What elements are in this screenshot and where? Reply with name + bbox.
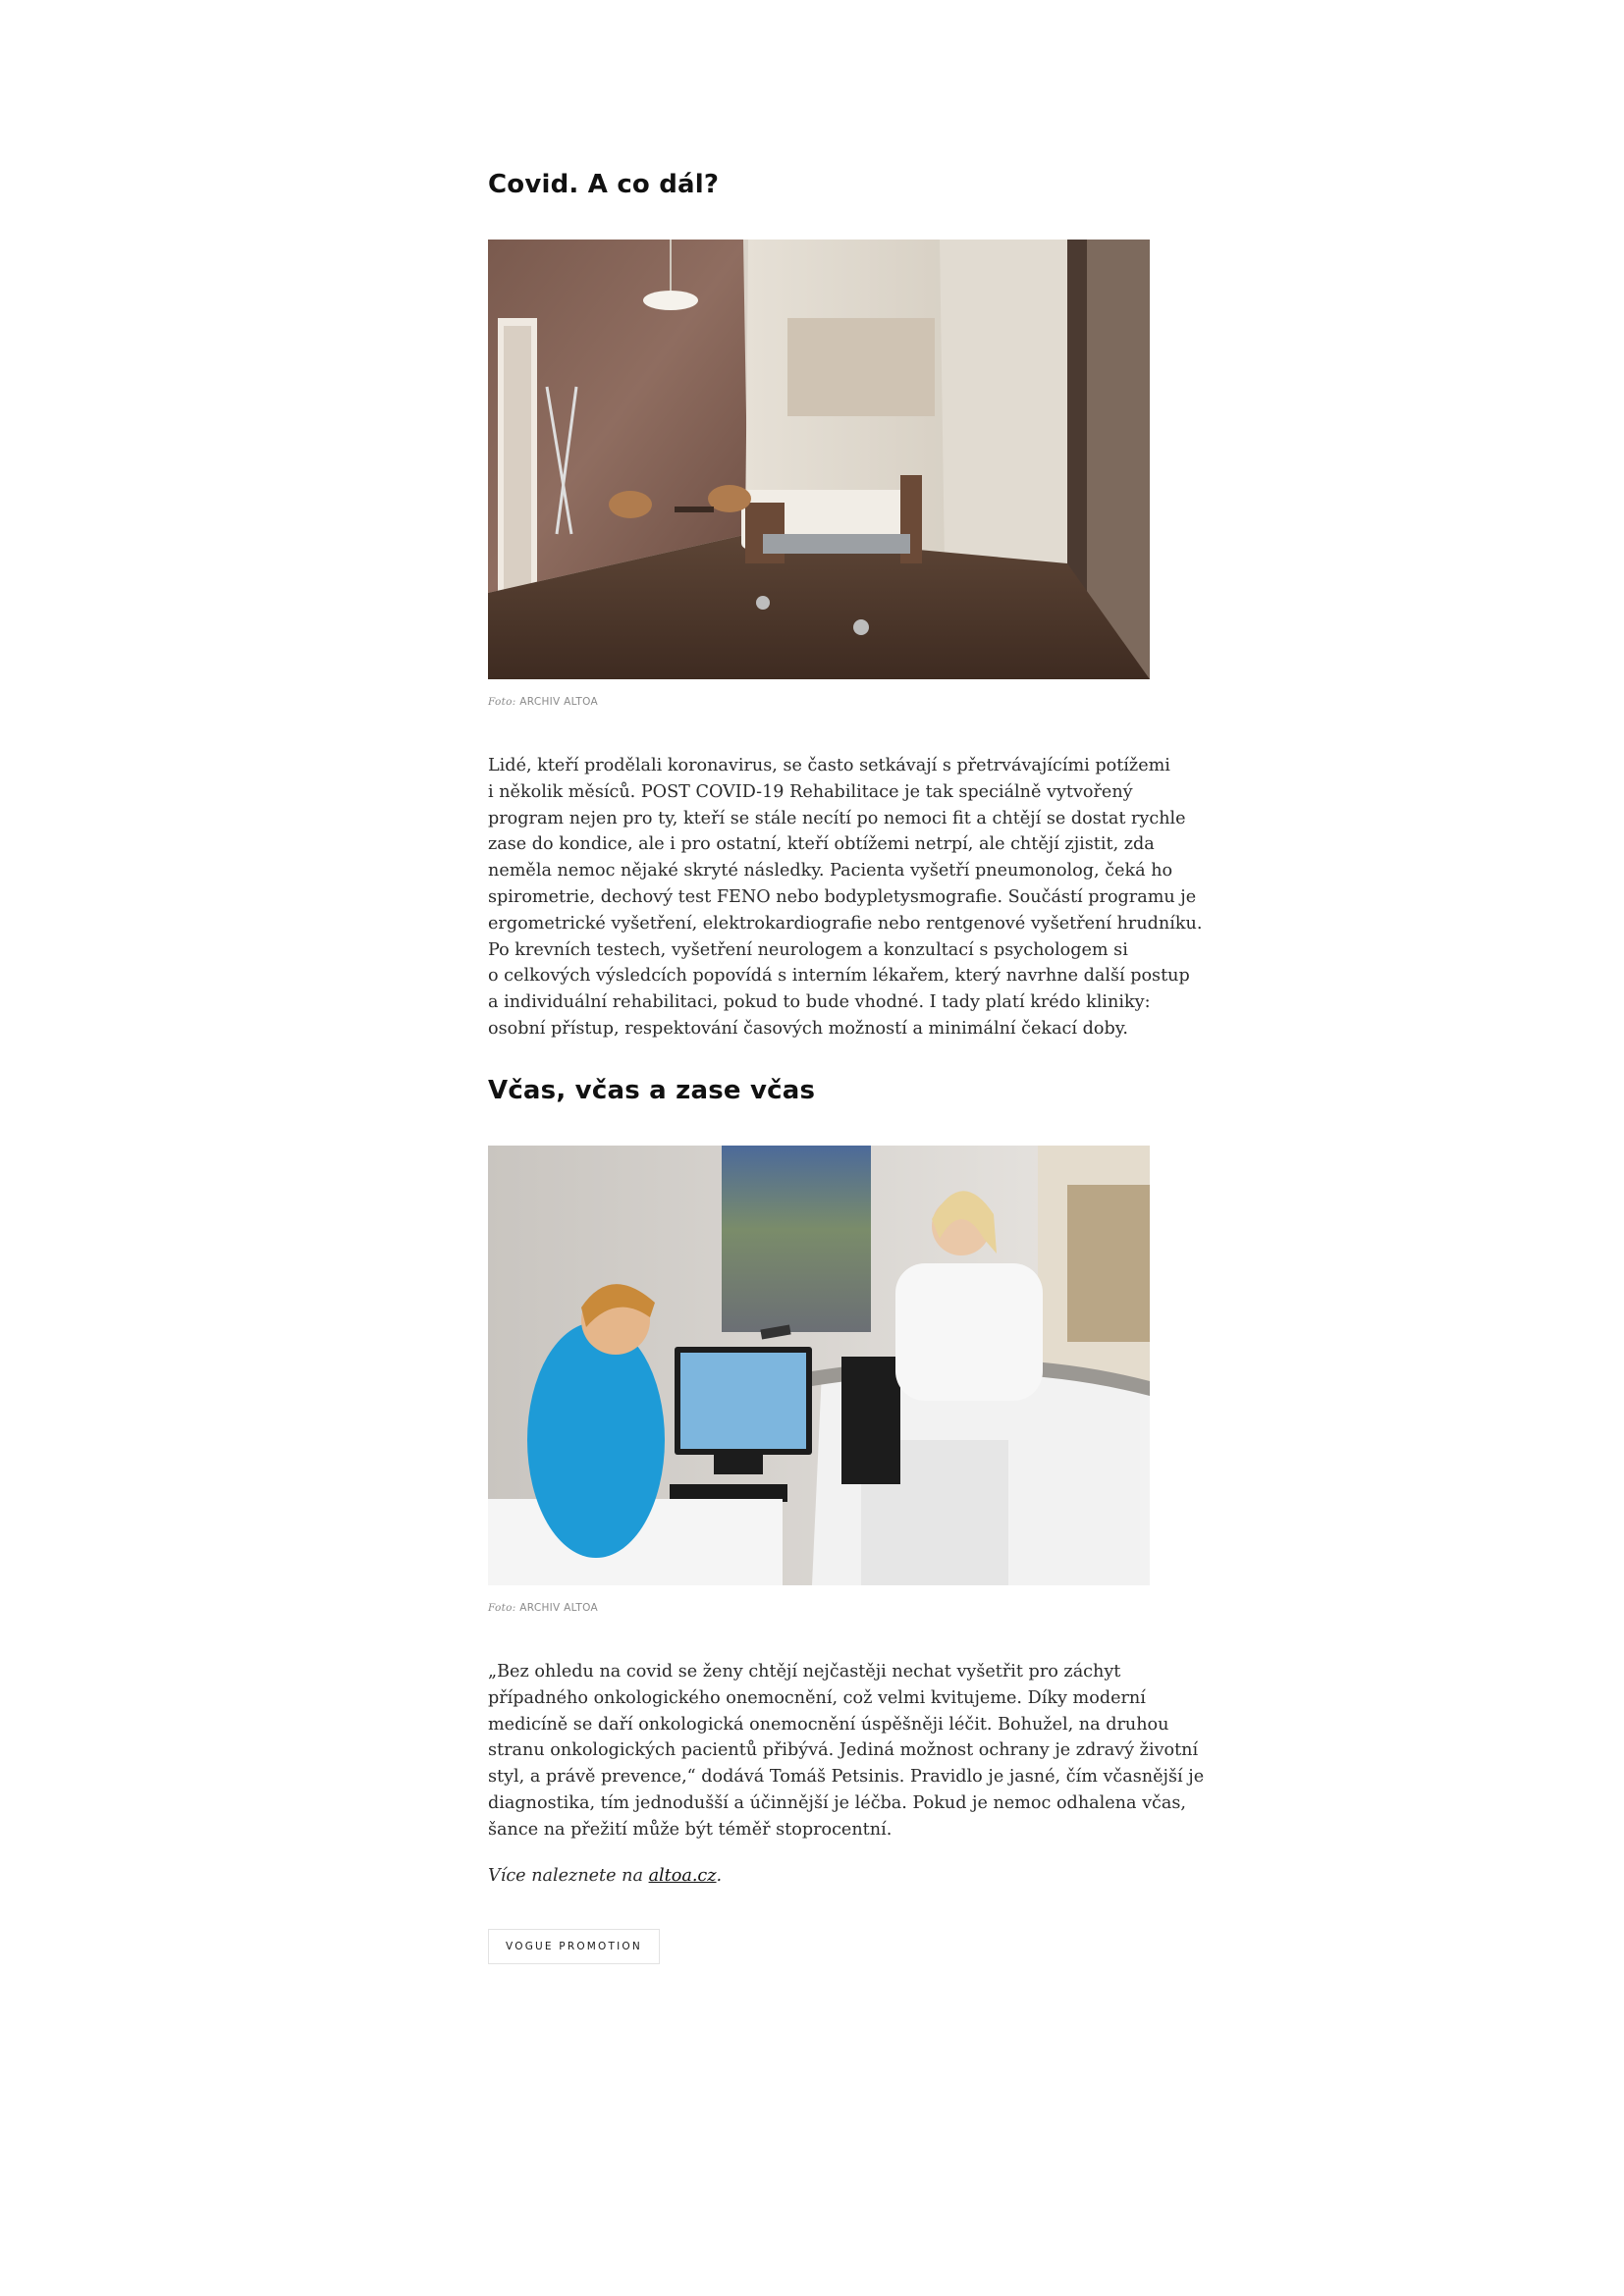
paragraph-line: Lidé, kteří prodělali koronavirus, se často setkávají s přetrvávajícími potížemi	[488, 756, 1170, 775]
credit-value: ARCHIV ALTOA	[519, 696, 598, 708]
more-info-line	[488, 1866, 722, 1886]
paragraph-line: „Bez ohledu na covid se ženy chtějí nejčastěji nechat vyšetřit pro záchyt	[488, 1662, 1121, 1682]
paragraph-line: šance na přežití může být téměř stoprocentní.	[488, 1819, 893, 1840]
article-paragraph	[488, 753, 1203, 1042]
paragraph-line: osobní přístup, respektování časových možností a minimální čekací doby.	[488, 1018, 1128, 1039]
paragraph-line: diagnostika, tím jednodušší a účinnější je léčba. Pokud je nemoc odhalena včas,	[488, 1792, 1187, 1813]
section-heading-vcas: Včas, včas a zase včas	[488, 1076, 816, 1105]
paragraph-line: neměla nemoc nějaké skryté následky. Pacienta vyšetří pneumonolog, čeká ho	[488, 861, 1173, 881]
vogue-promotion-tag[interactable]: VOGUE PROMOTION	[488, 1929, 660, 1964]
photo-credit	[488, 1602, 598, 1614]
paragraph-line: styl, a právě prevence,“ dodává Tomáš Petsinis. Pravidlo je jasné, čím včasnější je	[488, 1767, 1205, 1788]
altoa-link[interactable]: altoa.cz	[648, 1866, 717, 1886]
paragraph-line: Po krevních testech, vyšetření neurologem a konzultací s psychologem si	[488, 939, 1128, 960]
more-info-suffix: .	[716, 1866, 723, 1886]
paragraph-line: spirometrie, dechový test FENO nebo bodypletysmografie. Součástí programu je	[488, 886, 1197, 907]
paragraph-line: medicíně se daří onkologická onemocnění úspěšněji léčit. Bohužel, na druhou	[488, 1714, 1169, 1735]
credit-value: ARCHIV ALTOA	[519, 1602, 598, 1614]
paragraph-line: ergometrické vyšetření, elektrokardiografie nebo rentgenové vyšetření hrudníku.	[488, 913, 1203, 934]
paragraph-line: program nejen pro ty, kteří se stále necítí po nemoci fit a chtějí se dostat rychle	[488, 808, 1186, 828]
reception-desk-photo	[488, 1146, 1150, 1585]
credit-label: Foto:	[488, 1602, 516, 1614]
paragraph-line: případného onkologického onemocnění, což velmi kvitujeme. Díky moderní	[488, 1687, 1146, 1708]
section-heading-covid: Covid. A co dál?	[488, 170, 720, 199]
paragraph-line: o celkových výsledcích popovídá s interním lékařem, který navrhne další postup	[488, 966, 1190, 987]
paragraph-line: stranu onkologických pacientů přibývá. Jediná možnost ochrany je zdravý životní	[488, 1740, 1199, 1761]
paragraph-line: zase do kondice, ale i pro ostatní, kteří obtížemi netrpí, ale chtějí zjistit, zda	[488, 834, 1155, 855]
paragraph-line: a individuální rehabilitaci, pokud to bude vhodné. I tady platí krédo kliniky:	[488, 992, 1151, 1013]
article-paragraph	[488, 1659, 1205, 1843]
more-info-prefix: Více naleznete na	[488, 1866, 649, 1886]
credit-label: Foto:	[488, 696, 516, 708]
paragraph-line: i několik měsíců. POST COVID-19 Rehabilitace je tak speciálně vytvořený	[488, 781, 1133, 802]
hospital-room-photo	[488, 240, 1150, 679]
photo-credit	[488, 696, 598, 708]
